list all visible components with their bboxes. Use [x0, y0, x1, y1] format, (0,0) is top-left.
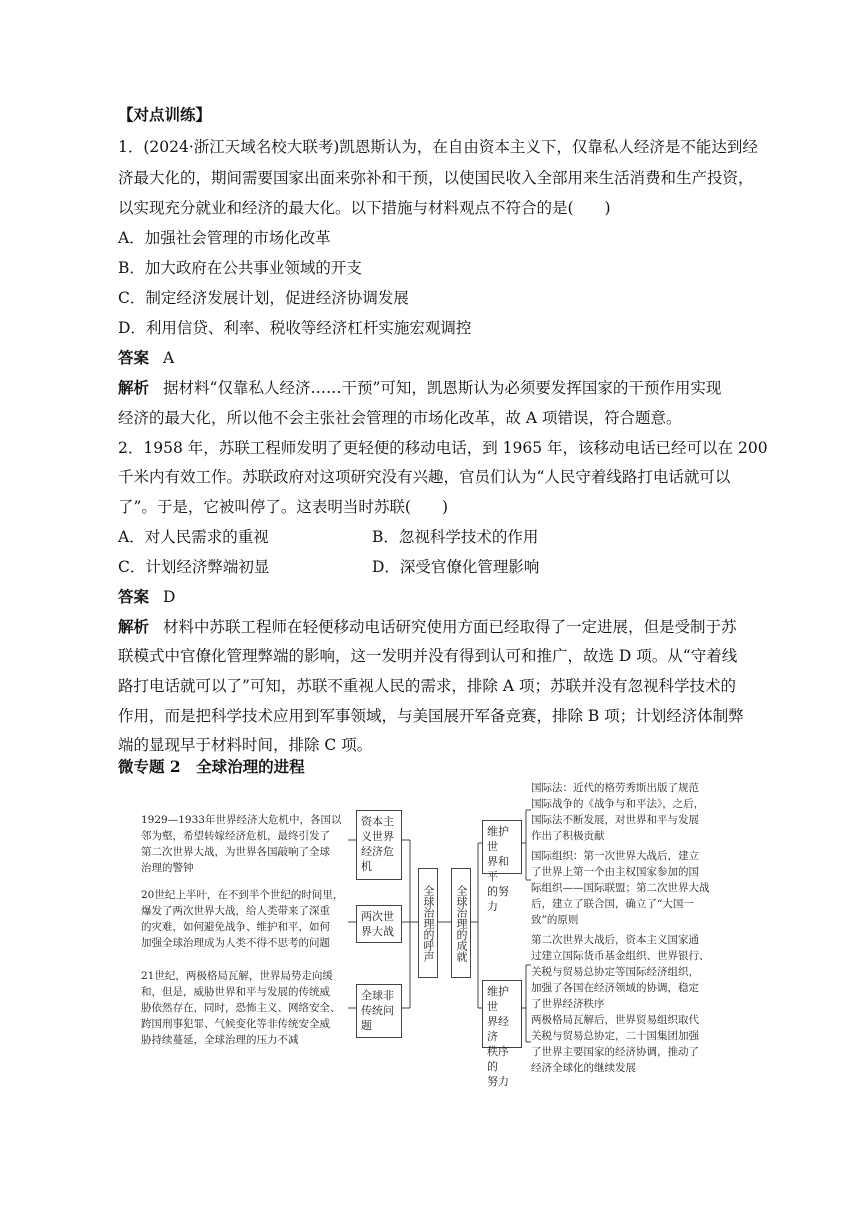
- q2-analysis-line: 联模式中官僚化管理弊端的影响，这一发明并没有得到认可和推广，故选 D 项。从“守着线: [118, 647, 738, 665]
- q2-option-c: C．计划经济弊端初显: [118, 558, 270, 576]
- q2-options-row: [118, 527, 539, 547]
- diagram-text-international-law: 国际法：近代的格劳秀斯出版了规范 国际战争的《战争与和平法》，之后， 国际法不断发展，对世界和平与发展 作出了积极贡献: [531, 782, 705, 842]
- analysis-text: 材料中苏联工程师在轻便移动电话研究使用方面已经取得了一定进展，但是受制于苏: [163, 618, 737, 636]
- diagram-box-governance-call: 全球治理的呼声: [418, 868, 438, 978]
- answer-value: D: [163, 588, 176, 606]
- analysis-text: 据材料“仅靠私人经济……干预”可知，凯恩斯认为必须要发挥国家的干预作用实现: [163, 379, 722, 397]
- q2-stem-line: 了”。于是，它被叫停了。这表明当时苏联( ): [118, 498, 449, 516]
- diagram-text-economic-crisis: 1929—1933年世界经济大危机中，各国以 邻为壑，希望转嫁经济危机，最终引发了 第二次世界大战，为世界各国敲响了全球 治理的警钟: [141, 814, 342, 874]
- q2-stem-line: 2．1958 年，苏联工程师发明了更轻便的移动电话，到 1965 年，该移动电话已经可以在 200: [118, 439, 768, 457]
- q1-analysis-line: 经济的最大化，所以他不会主张社会管理的市场化改革，故 A 项错误，符合题意。: [118, 409, 682, 427]
- q1-answer: [118, 348, 174, 368]
- q1-stem-line: 1．(2024·浙江天域名校大联考)凯恩斯认为，在自由资本主义下，仅靠私人经济是不能达到经: [118, 138, 758, 156]
- diagram-text-international-organizations: 国际组织：第一次世界大战后，建立 了世界上第一个由主权国家参加的国 际组织——国际联盟；第二次世界大战 后，建立了联合国，确立了“大国一 致”的原则: [531, 850, 710, 926]
- global-governance-diagram: [138, 780, 738, 1088]
- q2-stem-line: 千米内有效工作。苏联政府对这项研究没有兴趣，官员们认为“人民守着线路打电话就可以: [118, 468, 731, 486]
- q2-analysis: [118, 617, 737, 637]
- diagram-text-wto-g20: 两极格局瓦解后，世界贸易组织取代 关税与贸易总协定，二十国集团加强 了世界主要国家的经济协调，推动了 经济全球化的继续发展: [531, 1014, 699, 1074]
- q1-stem-line: 济最大化的，期间需要国家出面来弥补和干预，以使国民收入全部用来生活消费和生产投资，: [118, 169, 754, 187]
- q1-analysis: [118, 378, 721, 398]
- diagram-text-postwar-economic-order: 第二次世界大战后，资本主义国家通 过建立国际货币基金组织、世界银行、 关税与贸易总协定等国际经济组织， 加强了各国在经济领域的协调，稳定 了世界经济秩序: [531, 934, 710, 1010]
- q1-option-b: B．加大政府在公共事业领域的开支: [118, 259, 362, 277]
- diagram-box-governance-achievements: 全球治理的成就: [451, 868, 471, 978]
- topic-title: 微专题 2 全球治理的进程: [118, 757, 305, 776]
- answer-label: 答案: [118, 587, 150, 606]
- section-header: 【对点训练】: [118, 105, 212, 124]
- q1-option-d: D．利用信贷、利率、税收等经济杠杆实施宏观调控: [118, 319, 472, 337]
- analysis-label: 解析: [118, 617, 150, 636]
- q1-option-c: C．制定经济发展计划，促进经济协调发展: [118, 289, 409, 307]
- q2-option-b: B．忽视科学技术的作用: [372, 528, 539, 546]
- analysis-label: 解析: [118, 378, 150, 397]
- q2-analysis-line: 作用，而是把科学技术应用到军事领域，与美国展开军备竞赛，排除 B 项；计划经济体制弊: [118, 707, 744, 725]
- q2-analysis-line: 端的显现早于材料时间，排除 C 项。: [118, 736, 373, 754]
- diagram-text-world-wars: 20世纪上半叶，在不到半个世纪的时间里， 爆发了两次世界大战，给人类带来了深重 的灾难，如何避免战争、维护和平，如何 加强全球治理成为人类不得不思考的问题: [141, 889, 344, 949]
- q2-analysis-line: 路打电话就可以了”可知，苏联不重视人民的需求，排除 A 项；苏联并没有忽视科学技术的: [118, 677, 736, 695]
- q2-options-row: [118, 557, 540, 577]
- q2-option-a: A．对人民需求的重视: [118, 528, 269, 546]
- q1-stem-line: 以实现充分就业和经济的最大化。以下措施与材料观点不符合的是( ): [118, 199, 611, 217]
- diagram-box-non-traditional: 全球非 传统问 题: [356, 984, 402, 1038]
- diagram-box-peace-efforts: 维护世 界和平 的努力: [482, 820, 522, 874]
- answer-value: A: [163, 349, 175, 367]
- diagram-box-economic-crisis: 资本主 义世界 经济危 机: [356, 810, 402, 880]
- diagram-box-economic-order-efforts: 维护世 界经济 秩序的 努力: [482, 980, 522, 1048]
- q2-option-d: D．深受官僚化管理影响: [372, 558, 540, 576]
- diagram-text-non-traditional: 21世纪，两极格局瓦解，世界局势走向缓 和，但是，威胁世界和平与发展的传统威 胁依然存在，同时，恐怖主义、网络安全、 跨国刑事犯罪、气候变化等非传统安全威 胁持续蔓延，全球治理的压力不减: [141, 970, 341, 1046]
- answer-label: 答案: [118, 348, 150, 367]
- q2-answer: [118, 587, 175, 607]
- diagram-box-world-wars: 两次世 界大战: [356, 905, 402, 943]
- q1-option-a: A．加强社会管理的市场化改革: [118, 229, 331, 247]
